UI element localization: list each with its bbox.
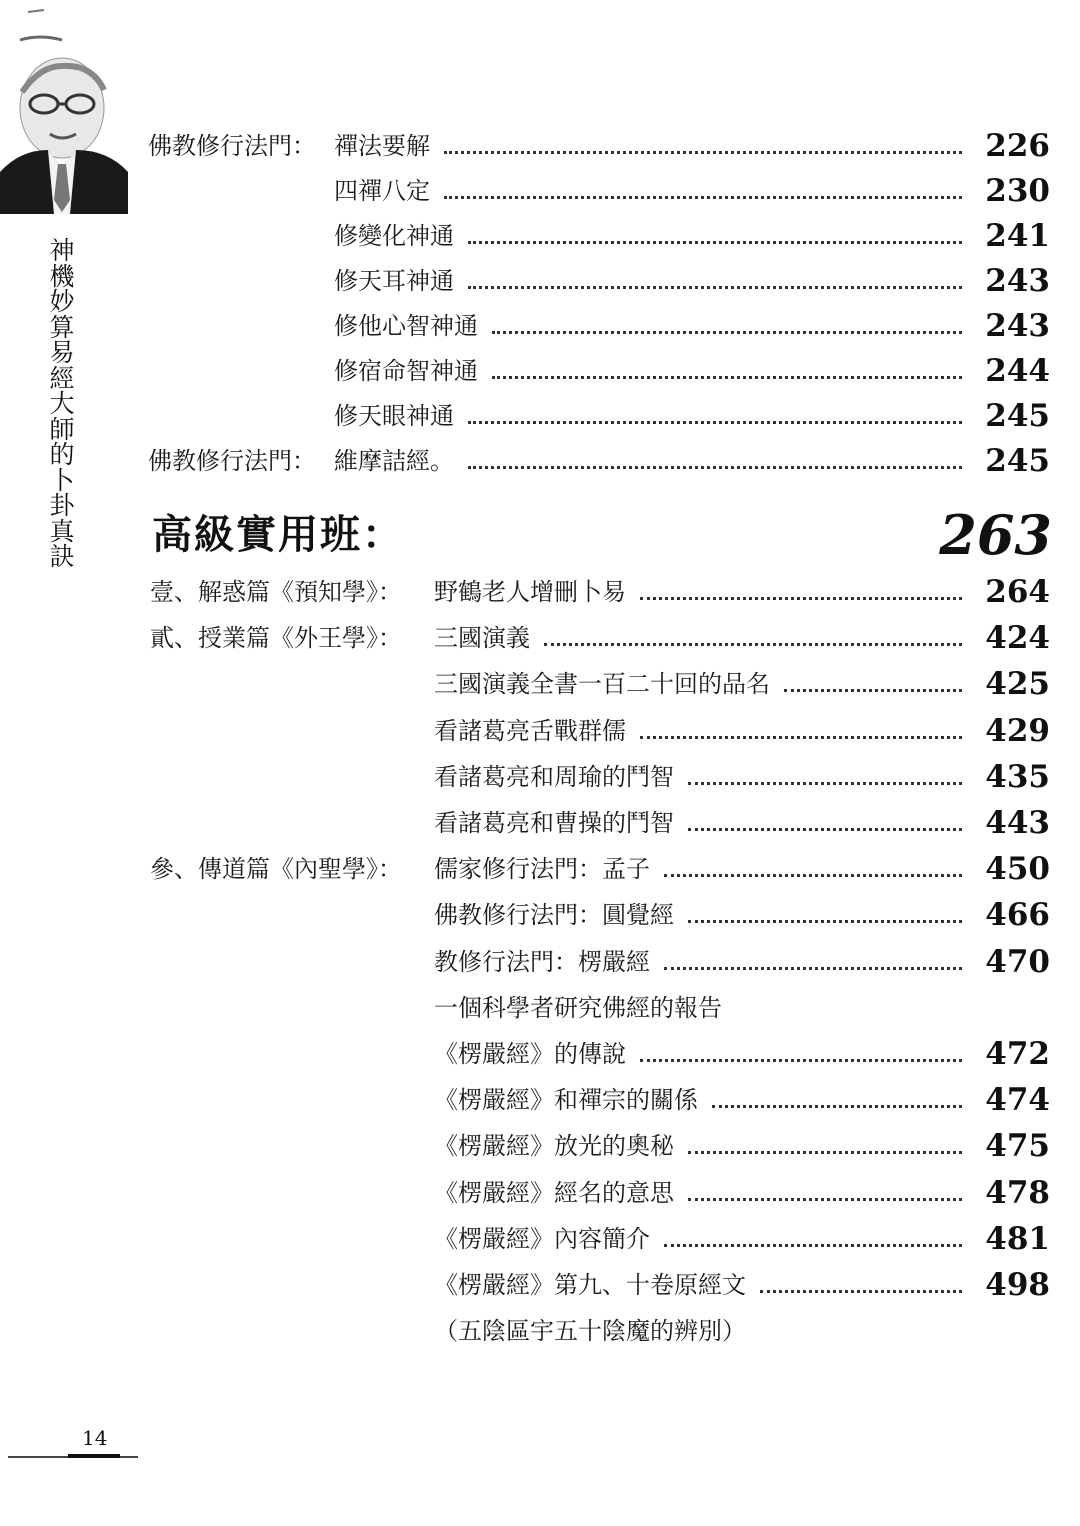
toc-entry-title: （五陰區宇五十陰魔的辨別） bbox=[434, 1317, 746, 1346]
toc-entry-title: 禪法要解 bbox=[334, 132, 430, 160]
dot-leader bbox=[688, 1198, 962, 1201]
vertical-title-char: 師 bbox=[49, 414, 75, 444]
dot-leader bbox=[640, 1059, 962, 1062]
toc-entry-category: 佛教修行法門： bbox=[148, 447, 316, 475]
toc-entry bbox=[0, 940, 1080, 984]
toc-entry bbox=[0, 1217, 1080, 1261]
section-heading-page-number: 263 bbox=[939, 503, 1052, 567]
dot-leader bbox=[688, 1151, 962, 1154]
dot-leader bbox=[544, 643, 962, 646]
toc-entry bbox=[0, 169, 1080, 213]
toc-entry-title: 四禪八定 bbox=[334, 177, 430, 205]
dot-leader bbox=[664, 967, 962, 970]
toc-entry-page-number: 470 bbox=[985, 943, 1050, 980]
toc-entry-title: 看諸葛亮和曹操的鬥智 bbox=[434, 809, 674, 837]
toc-entry-title: 修宿命智神通 bbox=[334, 357, 478, 385]
dot-leader bbox=[688, 828, 962, 831]
toc-entry bbox=[0, 662, 1080, 706]
toc-entry bbox=[0, 801, 1080, 845]
toc-entry-title: 儒家修行法門：孟子 bbox=[434, 855, 650, 884]
dot-leader bbox=[640, 597, 962, 600]
toc-entry-page-number: 475 bbox=[985, 1128, 1050, 1165]
toc-entry-title: 修天眼神通 bbox=[334, 402, 454, 430]
toc-entry-page-number: 425 bbox=[985, 666, 1050, 703]
toc-entry-title: 《楞嚴經》第九、十卷原經文 bbox=[434, 1271, 746, 1299]
toc-entry bbox=[0, 1171, 1080, 1215]
toc-entry-title: 維摩詰經。 bbox=[334, 447, 454, 475]
toc-entry bbox=[0, 304, 1080, 348]
dot-leader bbox=[784, 689, 962, 692]
toc-entry bbox=[0, 214, 1080, 258]
toc-entry-page-number: 435 bbox=[985, 758, 1050, 795]
toc-entry-page-number: 264 bbox=[985, 574, 1050, 610]
toc-entry-page-number: 443 bbox=[985, 805, 1050, 841]
toc-entry bbox=[0, 1032, 1080, 1076]
toc-entry-title: 一個科學者研究佛經的報告 bbox=[434, 993, 722, 1022]
toc-entry-page-number: 241 bbox=[985, 218, 1050, 254]
dot-leader bbox=[664, 874, 962, 877]
dot-leader bbox=[712, 1105, 962, 1108]
toc-entry-page-number: 498 bbox=[985, 1267, 1050, 1303]
vertical-title-char: 訣 bbox=[49, 542, 75, 571]
toc-entry bbox=[0, 847, 1080, 891]
toc-entry-title: 《楞嚴經》經名的意思 bbox=[434, 1178, 674, 1207]
dot-leader bbox=[468, 286, 962, 289]
toc-entry-page-number: 478 bbox=[985, 1174, 1050, 1211]
toc-entry-page-number: 472 bbox=[985, 1036, 1050, 1072]
toc-entry-page-number: 245 bbox=[985, 443, 1050, 479]
dot-leader bbox=[688, 920, 962, 923]
vertical-title-char: 卜 bbox=[49, 465, 75, 495]
vertical-title-char: 真 bbox=[49, 516, 75, 546]
toc-entry-title: 三國演義全書一百二十回的品名 bbox=[434, 670, 770, 699]
dot-leader bbox=[468, 466, 962, 469]
toc-entry-page-number: 244 bbox=[985, 353, 1050, 389]
toc-entry-title: 《楞嚴經》放光的奧秘 bbox=[434, 1132, 674, 1161]
toc-entry-title: 《楞嚴經》的傳說 bbox=[434, 1040, 626, 1068]
toc-entry-title: 野鶴老人增刪卜易 bbox=[434, 578, 626, 606]
toc-entry bbox=[0, 124, 1080, 168]
dot-leader bbox=[468, 421, 962, 424]
toc-entry-page-number: 245 bbox=[985, 398, 1050, 434]
toc-entry-title: 《楞嚴經》內容簡介 bbox=[434, 1224, 650, 1253]
toc-entry-page-number: 481 bbox=[985, 1220, 1050, 1257]
toc-entry-page-number: 450 bbox=[985, 851, 1050, 888]
vertical-title-char: 卦 bbox=[49, 491, 75, 520]
dot-leader bbox=[468, 241, 962, 244]
section-heading: 高級實用班： bbox=[152, 512, 404, 558]
toc-entry bbox=[0, 349, 1080, 393]
toc-entry bbox=[0, 1124, 1080, 1168]
dot-leader bbox=[444, 151, 962, 154]
toc-entry bbox=[0, 893, 1080, 937]
vertical-title-char: 算 bbox=[49, 312, 75, 342]
toc-entry-title: 修天耳神通 bbox=[334, 267, 454, 295]
vertical-title-char: 經 bbox=[49, 363, 75, 393]
page-number: 14 bbox=[82, 1426, 108, 1450]
toc-entry-page-number: 466 bbox=[985, 897, 1050, 934]
toc-entry-page-number: 226 bbox=[985, 128, 1050, 164]
toc-entry bbox=[0, 616, 1080, 660]
toc-entry-title: 修變化神通 bbox=[334, 222, 454, 250]
toc-entry bbox=[0, 1263, 1080, 1307]
toc-entry-title: 教修行法門：楞嚴經 bbox=[434, 947, 650, 976]
vertical-title-char: 神 bbox=[49, 236, 75, 265]
toc-entry-category: 貳、授業篇《外王學》： bbox=[150, 624, 402, 653]
toc-entry-page-number: 230 bbox=[985, 173, 1050, 209]
toc-entry bbox=[0, 570, 1080, 614]
dot-leader bbox=[688, 782, 962, 785]
toc-entry-page-number: 429 bbox=[985, 712, 1050, 749]
vertical-title-char: 機 bbox=[49, 261, 75, 291]
vertical-title-char: 的 bbox=[49, 440, 75, 469]
dot-leader bbox=[492, 376, 962, 379]
toc-entry-title: 看諸葛亮舌戰群儒 bbox=[434, 716, 626, 745]
toc-entry-page-number: 424 bbox=[985, 620, 1050, 657]
dot-leader bbox=[492, 331, 962, 334]
dot-leader bbox=[640, 736, 962, 739]
toc-entry bbox=[0, 755, 1080, 799]
toc-entry-category: 參、傳道篇《內聖學》： bbox=[150, 855, 402, 884]
dot-leader bbox=[444, 196, 962, 199]
toc-entry-title: 佛教修行法門：圓覺經 bbox=[434, 901, 674, 930]
vertical-title-char: 妙 bbox=[49, 287, 75, 316]
toc-entry-page-number: 474 bbox=[985, 1082, 1050, 1119]
toc-entry-title: 《楞嚴經》和禪宗的關係 bbox=[434, 1086, 698, 1115]
toc-entry bbox=[0, 986, 1080, 1030]
toc-entry-category: 佛教修行法門： bbox=[148, 132, 316, 160]
toc-entry-title: 看諸葛亮和周瑜的鬥智 bbox=[434, 762, 674, 791]
dot-leader bbox=[760, 1290, 962, 1293]
dot-leader bbox=[664, 1244, 962, 1247]
toc-entry-category: 壹、解惑篇《預知學》： bbox=[150, 578, 402, 606]
toc-entry bbox=[0, 709, 1080, 753]
toc-entry-page-number: 243 bbox=[985, 263, 1050, 299]
toc-entry-page-number: 243 bbox=[985, 308, 1050, 344]
toc-entry bbox=[0, 259, 1080, 303]
toc-entry bbox=[0, 1309, 1080, 1353]
vertical-title-char: 易 bbox=[49, 338, 75, 367]
vertical-title-char: 大 bbox=[49, 389, 75, 418]
toc-entry bbox=[0, 1078, 1080, 1122]
toc-entry-title: 三國演義 bbox=[434, 624, 530, 653]
toc-entry-title: 修他心智神通 bbox=[334, 312, 478, 340]
toc-entry bbox=[0, 394, 1080, 438]
toc-entry bbox=[0, 439, 1080, 483]
folio-rule-accent bbox=[68, 1454, 120, 1458]
